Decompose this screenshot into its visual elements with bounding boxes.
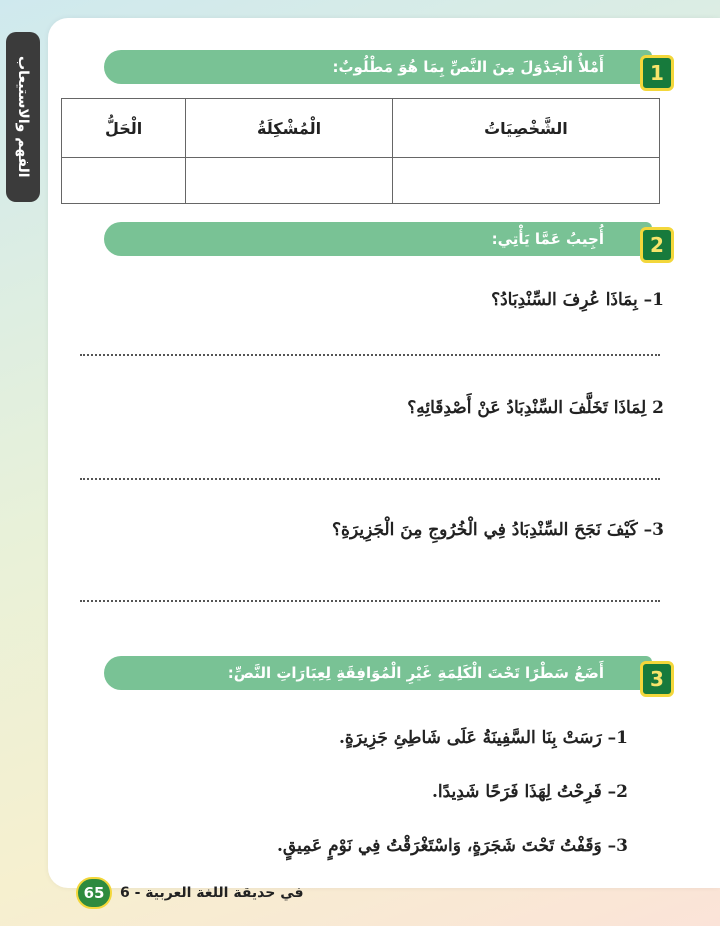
sentence-1[interactable]: 1– رَسَتْ بِنَا السَّفِينَةُ عَلَى شَاطِئِ جَزِيرَةٍ. bbox=[339, 728, 628, 748]
book-title: في حديقة اللغة العربية - 6 bbox=[120, 885, 304, 901]
table-header-problem: الْمُشْكِلَةُ bbox=[186, 99, 393, 158]
section3-title: أَضَعُ سَطْرًا تَحْتَ الْكَلِمَةِ غَيْرِ الْمُوَافِقَةِ لِعِبَارَاتِ النَّصِّ: bbox=[227, 664, 604, 682]
table-header-solution: الْحَلُّ bbox=[62, 99, 186, 158]
question-3: 3– كَيْفَ نَجَحَ السِّنْدِبَادُ فِي الْخُرُوجِ مِنَ الْجَزِيرَةِ؟ bbox=[332, 520, 664, 540]
table-cell-problem[interactable] bbox=[186, 158, 393, 204]
question-2: 2 لِمَاذَا تَخَلَّفَ السِّنْدِبَادُ عَنْ أَصْدِقَائِهِ؟ bbox=[407, 398, 664, 418]
section3-number-badge: 3 bbox=[640, 661, 674, 697]
table-cell-solution[interactable] bbox=[62, 158, 186, 204]
page-number-badge: 65 bbox=[76, 877, 112, 909]
section2-title: أُجِيبُ عَمَّا يَأْتِي: bbox=[491, 230, 604, 248]
section1-banner bbox=[104, 50, 652, 84]
sentence-3[interactable]: 3– وَقَفْتُ تَحْتَ شَجَرَةٍ، وَاسْتَغْرَقْتُ فِي نَوْمٍ عَمِيقٍ. bbox=[276, 836, 628, 856]
answer-line-1[interactable] bbox=[80, 354, 660, 356]
answer-table bbox=[61, 98, 660, 204]
section2-banner bbox=[104, 222, 652, 256]
side-tab-label: الفهم والاستيعاب bbox=[15, 56, 31, 178]
answer-line-2[interactable] bbox=[80, 478, 660, 480]
section1-title: أَمْلأُ الْجَدْوَلَ مِنَ النَّصِّ بِمَا هُوَ مَطْلُوبٌ: bbox=[332, 58, 604, 76]
page-footer bbox=[76, 878, 304, 908]
table-header-characters: الشَّخْصِيَاتُ bbox=[392, 99, 659, 158]
section1-number-badge: 1 bbox=[640, 55, 674, 91]
section-side-tab bbox=[6, 32, 40, 202]
section2-number-badge: 2 bbox=[640, 227, 674, 263]
answer-line-3[interactable] bbox=[80, 600, 660, 602]
sentence-2[interactable]: 2– فَرِحْتُ لِهَذَا فَرَحًا شَدِيدًا. bbox=[431, 782, 628, 802]
question-1: 1– بِمَاذَا عُرِفَ السِّنْدِبَادُ؟ bbox=[491, 290, 664, 310]
table-cell-characters[interactable] bbox=[392, 158, 659, 204]
section3-banner bbox=[104, 656, 652, 690]
